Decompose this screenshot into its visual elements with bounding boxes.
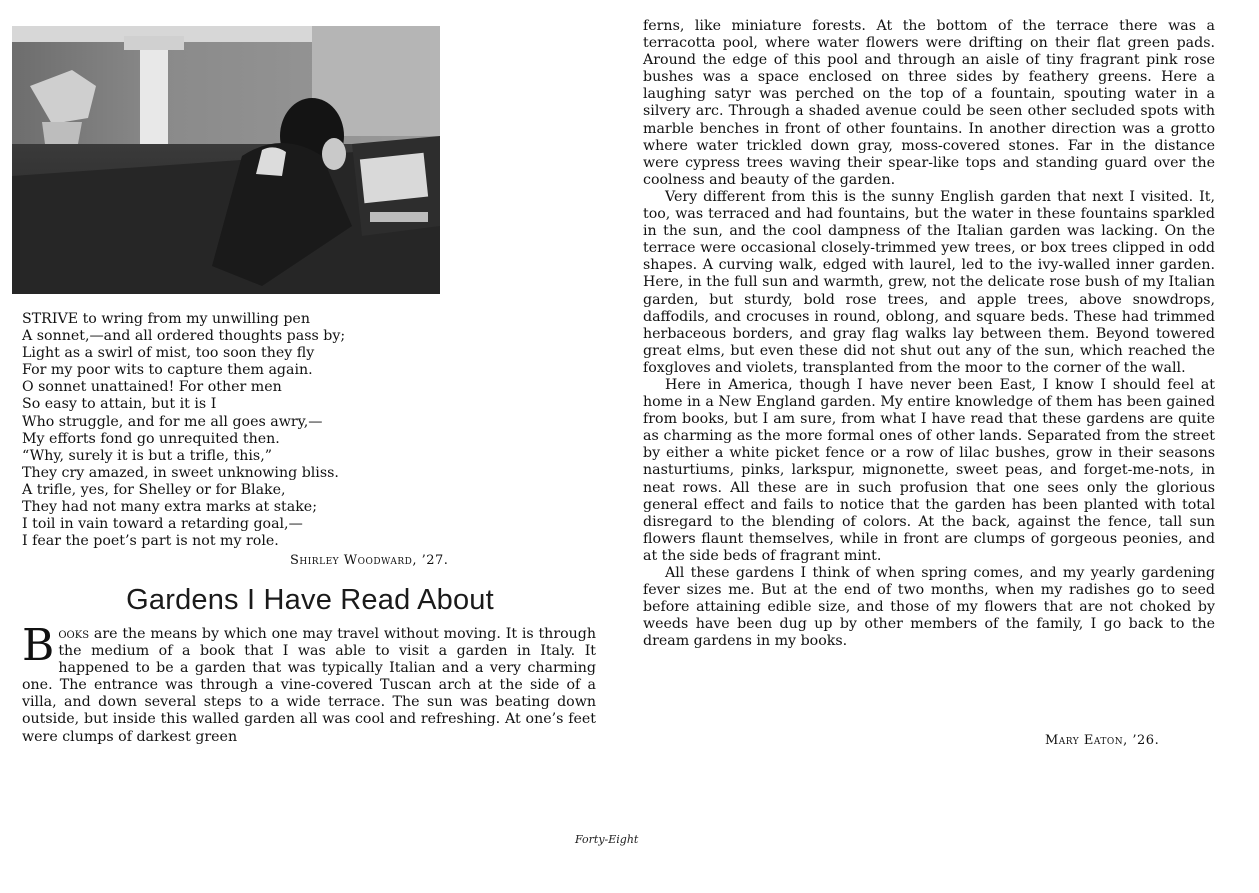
poem-line: Light as a swirl of mist, too soon they fly — [22, 345, 315, 362]
essay-paragraph: All these gardens I think of when spring comes, and my yearly gardening fever sizes me. But at the end of two months, when my radishes go to seed before attaining edible size, and those of my flowers that are not choked by weeds have been dug up by other members of the family, I go back to the dream gardens in my books. — [643, 565, 1215, 650]
page-number: Forty-Eight — [575, 833, 639, 846]
essay-paragraph: Here in America, though I have never been East, I know I should feel at home in a New England garden. My entire knowledge of them has been gained from books, but I am sure, from what I have read that these gardens are quite as charming as the more formal ones of other lands. Separated from the street by either a white picket fence or a row of lilac bushes, grow in their seasons nasturtiums, pinks, larkspur, mignonette, sweet peas, and forget-me-nots, in neat rows. All these are in such profusion that one sees only the glorious general effect and fails to notice that the garden has been planted with total disregard to the blending of colors. At the back, against the fence, tall sun flowers flaunt themselves, while in front are clumps of gorgeous peonies, and at the side beds of fragrant mint. — [643, 376, 1215, 564]
essay-lead-word: ooks — [58, 626, 90, 642]
essay-left-column — [22, 620, 596, 746]
woman-writing-photo — [12, 26, 440, 294]
poem-line: They cry amazed, in sweet unknowing bliss. — [22, 464, 339, 481]
essay-signature: Mary Eaton, ’26. — [1045, 733, 1160, 748]
poem-signature: Shirley Woodward, ’27. — [290, 553, 449, 568]
poem-line: Who struggle, and for me all goes awry,— — [22, 413, 323, 430]
poem-line: I fear the poet’s part is not my role. — [22, 533, 279, 550]
poem-line: STRIVE to wring from my unwilling pen — [22, 311, 310, 327]
poem-line: A trifle, yes, for Shelley or for Blake, — [22, 481, 286, 498]
poem-line: A sonnet,—and all ordered thoughts pass by; — [22, 328, 346, 345]
photo-illustration — [12, 26, 440, 294]
essay-right-column — [643, 18, 1215, 650]
poem-line: O sonnet unattained! For other men — [22, 379, 282, 396]
sonnet-poem — [22, 311, 492, 550]
poem-line: “Why, surely it is but a trifle, this,” — [22, 447, 272, 464]
essay-paragraph: ferns, like miniature forests. At the bottom of the terrace there was a terracotta pool, where water flowers were drifting on their flat green pads. Around the edge of this pool and through an aisle of tiny fragrant pink rose bushes was a space enclosed on three sides by feathery greens. Here a laughing satyr was perched on the top of a fountain, spouting water in a silvery arc. Through a shaded avenue could be seen other secluded spots with marble benches in front of other fountains. In another direction was a grotto where water trickled down gray, moss-covered stones. Far in the distance were cypress trees waving their spear-like tops and standing guard over the coolness and beauty of the garden. — [643, 18, 1215, 188]
poem-line: For my poor wits to capture them again. — [22, 362, 313, 379]
poem-line: I toil in vain toward a retarding goal,— — [22, 516, 303, 533]
poem-line: My efforts fond go unrequited then. — [22, 430, 280, 447]
essay-left-text: are the means by which one may travel without moving. It is through the medium of a book that I was able to visit a garden in Italy. It happened to be a garden that was typically Italian and a very charming one. The entrance was through a vine-covered Tuscan arch at the side of a villa, and down several steps to a wide terrace. The sun was beating down outside, but inside this walled garden all was cool and refreshing. At one’s feet were clumps of darkest green — [22, 626, 596, 745]
poem-line: So easy to attain, but it is I — [22, 396, 217, 413]
essay-paragraph: Very different from this is the sunny English garden that next I visited. It, too, was terraced and had fountains, but the water in these fountains sparkled in the sun, and the cool dampness of the Italian garden was lacking. On the terrace were occasional closely-trimmed yew trees, or box trees clipped in odd shapes. A curving walk, edged with laurel, led to the ivy-walled inner garden. Here, in the full sun and warmth, grew, not the delicate rose bush of my Italian garden, but sturdy, bold rose trees, and apple trees, above snowdrops, daffodils, and crocuses in round, oblong, and square beds. These had trimmed herbaceous borders, and gray flag walks lay between them. Beyond towered great elms, but even these did not shut out any of the sun, which reached the foxgloves and violets, transplanted from the moor to the corner of the wall. — [643, 188, 1215, 376]
essay-title: Gardens I Have Read About — [126, 584, 494, 616]
poem-line: They had not many extra marks at stake; — [22, 499, 317, 516]
drop-cap: B — [22, 620, 55, 671]
